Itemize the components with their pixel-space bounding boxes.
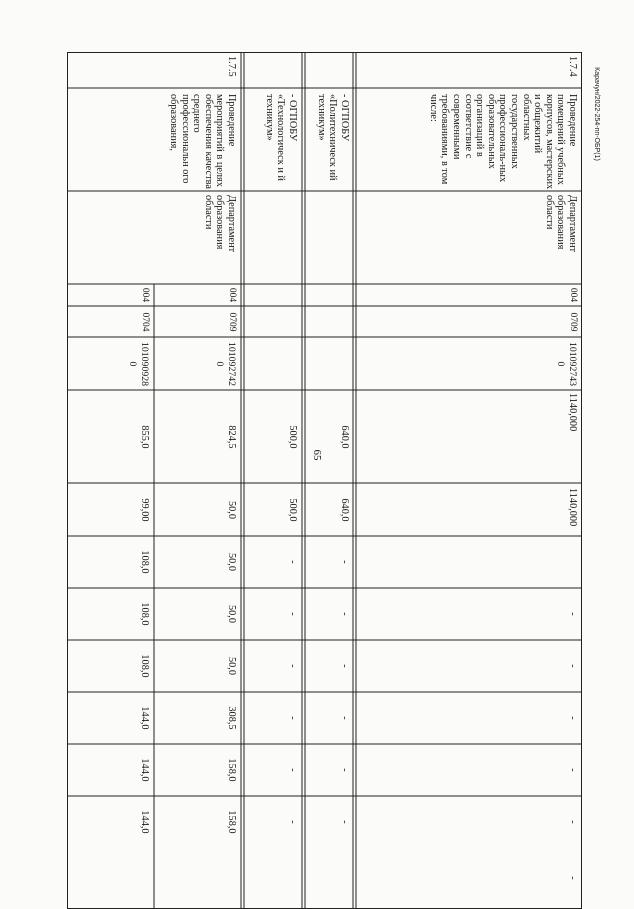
row-4b-grbs: 004	[140, 287, 150, 303]
row-4b-value-5: 108,0	[139, 654, 150, 678]
row-4a-value-6: 308,5	[226, 706, 237, 730]
document-code: Карачун/2022-254-пп-ОБР(1)	[593, 67, 600, 161]
row-4b-value-6: 144,0	[139, 706, 150, 730]
funding-table	[67, 52, 582, 909]
row-4a-target: 1010927420	[214, 341, 237, 387]
row-1-target: 1010927430	[555, 341, 578, 387]
row-1-value-3: -	[567, 612, 578, 616]
row-4b-section: 0704	[140, 312, 150, 332]
row-3-value-6: -	[287, 716, 298, 720]
row-2-value-4: -	[339, 612, 350, 616]
row-1-value-8: -	[567, 876, 578, 880]
row-4a-value-1: 824,5	[226, 425, 237, 449]
row-1-code: 1.7.4	[567, 56, 578, 77]
row-3-value-8: -	[287, 820, 298, 824]
row-2-value-7: -	[339, 768, 350, 772]
row-4a-section: 0709	[227, 312, 237, 332]
row-2-value-8: -	[339, 820, 350, 824]
table-wrapper	[67, 52, 582, 909]
row-4-name: Проведение мероприятий в целях обеспечения качества среднего профессиональн ого образования,	[168, 94, 237, 189]
row-1-name: Проведение помещений учебных корпусов, мастерских и общежитий областных государственных профессиональ-ных образовательных организаций в соответствие с современными требованиями, в том числе:	[427, 94, 578, 190]
row-2-value-2: 640,0	[339, 498, 350, 522]
page-number: 65	[311, 449, 323, 461]
row-4b-target: 1010909280	[127, 341, 150, 387]
row-1-value-2: 1140,000	[567, 488, 578, 527]
row-2-value-3: -	[339, 560, 350, 564]
row-3-value-7: -	[287, 768, 298, 772]
row-3-value-5: -	[287, 664, 298, 668]
row-3-value-3: -	[287, 560, 298, 564]
row-4-executor: Департамент образования области	[202, 195, 237, 253]
row-4b-value-4: 108,0	[139, 602, 150, 626]
row-4a-value-3: 50,0	[226, 552, 237, 572]
row-1-section: 0709	[568, 312, 578, 332]
row-4b-value-3: 108,0	[139, 550, 150, 574]
row-2-name: - ОГПОБУ «Политехническ ий техникум»	[315, 94, 350, 181]
row-4b-value-8: 144,0	[139, 810, 150, 834]
row-3-value-4: -	[287, 612, 298, 616]
row-1-value-4: -	[567, 664, 578, 668]
row-3-value-1: 500,0	[287, 425, 298, 449]
row-1-value-5: -	[567, 716, 578, 720]
row-1-value-6: -	[567, 768, 578, 772]
row-2-value-5: -	[339, 664, 350, 668]
row-1-value-1: 1140,000	[567, 393, 578, 432]
row-4-code: 1.7.5	[226, 56, 237, 77]
row-3-name: - ОГПОБУ «Технологическ и й техникум»	[263, 94, 298, 181]
row-2-value-1: 640,0	[339, 425, 350, 449]
row-1-executor: Департамент образования области	[543, 195, 578, 253]
row-1-grbs: 004	[568, 287, 578, 303]
row-2-value-6: -	[339, 716, 350, 720]
row-4a-grbs: 004	[227, 287, 237, 303]
row-4a-value-2: 50,0	[226, 500, 237, 520]
row-4a-value-8: 158,0	[226, 810, 237, 834]
row-4a-value-7: 158,0	[226, 758, 237, 782]
row-4b-value-2: 99,00	[139, 498, 150, 522]
row-4a-value-4: 50,0	[226, 604, 237, 624]
row-4b-value-7: 144,0	[139, 758, 150, 782]
row-4b-value-1: 855,0	[139, 425, 150, 449]
row-4a-value-5: 50,0	[226, 656, 237, 676]
row-3-value-2: 500,0	[287, 498, 298, 522]
row-1-value-7: -	[567, 820, 578, 824]
